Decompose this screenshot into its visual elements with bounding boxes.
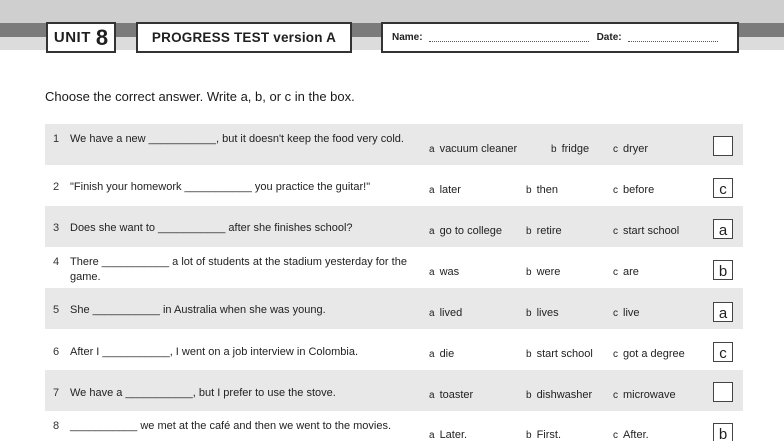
option-a-text: toaster [439,389,474,401]
option-b-text: start school [536,348,593,360]
answer-box[interactable]: b [713,423,733,441]
unit-number: 8 [95,24,109,50]
option-b [526,225,562,237]
option-letter: b [526,430,532,441]
name-label: Name: [392,32,423,43]
option-c [613,143,648,155]
answer-box[interactable] [713,382,733,402]
question-number: 2 [53,181,60,193]
question-number: 5 [53,304,60,316]
option-c [613,307,640,319]
option-c [613,389,676,401]
question-text: We have a new ___________, but it doesn't keep the food very cold. [70,133,404,145]
option-letter: b [526,308,532,319]
option-a-text: later [439,184,461,196]
option-a [429,389,473,401]
question-text: She ___________ in Australia when she was young. [70,304,326,316]
name-date-box [381,22,739,53]
option-letter: b [526,226,532,237]
answer-box[interactable] [713,136,733,156]
option-a [429,429,467,441]
question-row [45,206,743,247]
test-title: PROGRESS TEST version A [151,30,337,45]
option-c [613,184,654,196]
question-row [45,329,743,370]
question-text: Does she want to ___________ after she finishes school? [70,222,353,234]
question-text: ___________ we met at the café and then we went to the movies. [70,420,392,432]
option-b-text: dishwasher [536,389,593,401]
option-b-text: were [536,266,561,278]
question-row [45,411,743,441]
option-letter: b [526,185,532,196]
option-c [613,348,685,360]
option-b [526,429,561,441]
question-text: "Finish your homework ___________ you practice the guitar!" [70,181,371,193]
question-number: 7 [53,387,60,399]
answer-box[interactable]: c [713,178,733,198]
option-a [429,225,502,237]
question-number: 6 [53,346,60,358]
question-text: We have a ___________, but I prefer to use the stove. [70,387,336,399]
option-c [613,225,679,237]
option-b [526,348,593,360]
option-letter: c [613,144,618,155]
test-title-box [136,22,352,53]
unit-label: UNIT [53,29,91,46]
question-row [45,370,743,411]
option-a-text: was [439,266,460,278]
option-a [429,184,461,196]
answer-box[interactable]: a [713,302,733,322]
option-letter: c [613,390,618,401]
option-letter: c [613,430,618,441]
name-field[interactable] [429,33,589,42]
option-a-text: lived [439,307,463,319]
option-c [613,429,649,441]
option-c [613,266,639,278]
option-letter: b [526,349,532,360]
option-letter: a [429,308,435,319]
option-a [429,143,517,155]
option-c-text: live [623,307,640,319]
question-text: There ___________ a lot of students at the stadium yesterday for the game. [70,256,407,283]
option-a-text: go to college [439,225,502,237]
option-letter: a [429,267,435,278]
option-letter: a [429,349,435,360]
date-label: Date: [596,32,622,43]
unit-box [46,22,116,53]
option-letter: b [526,390,532,401]
date-field[interactable] [628,33,718,42]
option-letter: c [613,349,618,360]
option-c-text: After. [623,429,649,441]
option-letter: a [429,144,435,155]
question-row [45,165,743,206]
instructions: Choose the correct answer. Write a, b, or c in the box. [45,89,355,104]
option-a [429,348,454,360]
option-letter: b [526,267,532,278]
option-letter: a [429,430,435,441]
option-b [526,307,559,319]
option-a-text: vacuum cleaner [439,143,518,155]
option-letter: a [429,185,435,196]
option-c-text: got a degree [623,348,685,360]
header-band-top [0,0,784,23]
option-b [526,389,592,401]
option-b-text: then [536,184,558,196]
option-b-text: First. [536,429,562,441]
option-a [429,307,462,319]
question-number: 4 [53,256,60,268]
question-row [45,124,743,165]
option-letter: c [613,267,618,278]
answer-box[interactable]: c [713,342,733,362]
option-letter: a [429,226,435,237]
option-c-text: start school [623,225,680,237]
option-b-text: retire [536,225,562,237]
option-a-text: Later. [439,429,468,441]
option-c-text: before [623,184,655,196]
option-b [526,266,560,278]
option-letter: c [613,308,618,319]
option-letter: c [613,185,618,196]
option-c-text: microwave [623,389,676,401]
answer-box[interactable]: b [713,260,733,280]
question-row [45,288,743,329]
question-text: After I ___________, I went on a job interview in Colombia. [70,346,359,358]
question-number: 8 [53,420,60,432]
option-c-text: dryer [623,143,649,155]
option-b [526,184,558,196]
option-b [551,143,589,155]
question-row [45,247,743,288]
option-a-text: die [439,348,455,360]
option-a [429,266,459,278]
option-b-text: lives [536,307,559,319]
option-b-text: fridge [561,143,590,155]
option-letter: c [613,226,618,237]
question-number: 1 [53,133,60,145]
question-number: 3 [53,222,60,234]
option-c-text: are [623,266,639,278]
option-letter: b [551,144,557,155]
option-letter: a [429,390,435,401]
answer-box[interactable]: a [713,219,733,239]
